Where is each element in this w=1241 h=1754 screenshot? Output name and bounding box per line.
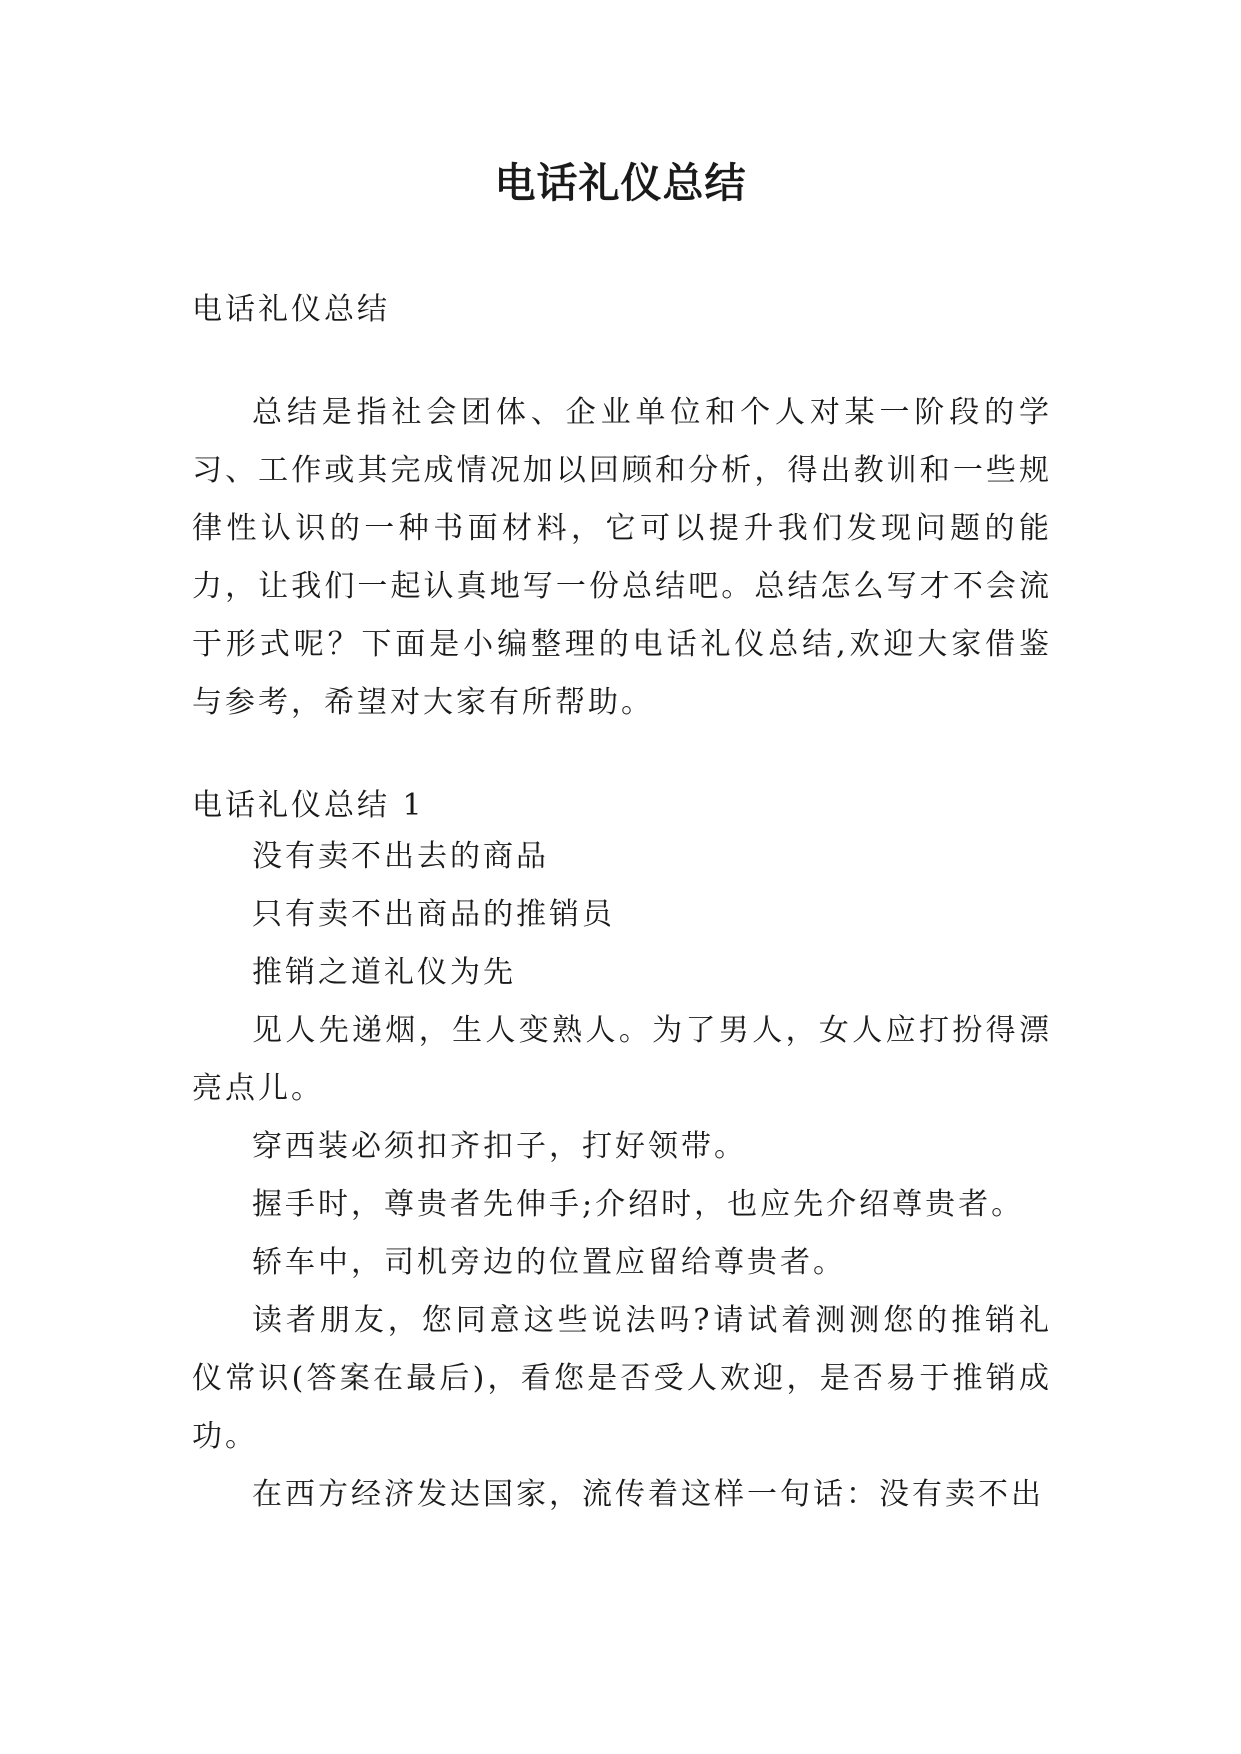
document-body <box>192 290 1052 1524</box>
document-subtitle: 电话礼仪总结 <box>192 292 390 327</box>
section-paragraph: 只有卖不出商品的推销员 <box>252 897 615 932</box>
section-paragraph: 读者朋友，您同意这些说法吗?请试着测测您的推销礼仪常识(答案在最后)，看您是否受人欢迎，是否易于推销成功。 <box>192 1303 1052 1454</box>
intro-paragraph: 总结是指社会团体、企业单位和个人对某一阶段的学习、工作或其完成情况加以回顾和分析，得出教训和一些规律性认识的一种书面材料，它可以提升我们发现问题的能力，让我们一起认真地写一份总结吧。总结怎么写才不会流于形式呢？下面是小编整理的电话礼仪总结,欢迎大家借鉴与参考，希望对大家有所帮助。 <box>192 395 1052 720</box>
section-paragraph: 穿西装必须扣齐扣子，打好领带。 <box>252 1129 747 1164</box>
section-paragraph: 轿车中，司机旁边的位置应留给尊贵者。 <box>252 1245 846 1280</box>
section-paragraph: 没有卖不出去的商品 <box>252 839 549 874</box>
section-paragraph: 在西方经济发达国家，流传着这样一句话：没有卖不出 <box>252 1477 1044 1512</box>
document-title: 电话礼仪总结 <box>494 159 747 207</box>
section-paragraph: 握手时，尊贵者先伸手;介绍时，也应先介绍尊贵者。 <box>252 1187 1025 1222</box>
section-paragraph: 见人先递烟，生人变熟人。为了男人，女人应打扮得漂亮点儿。 <box>192 1013 1052 1106</box>
section-heading: 电话礼仪总结 1 <box>192 788 425 823</box>
section-paragraph: 推销之道礼仪为先 <box>252 955 516 990</box>
